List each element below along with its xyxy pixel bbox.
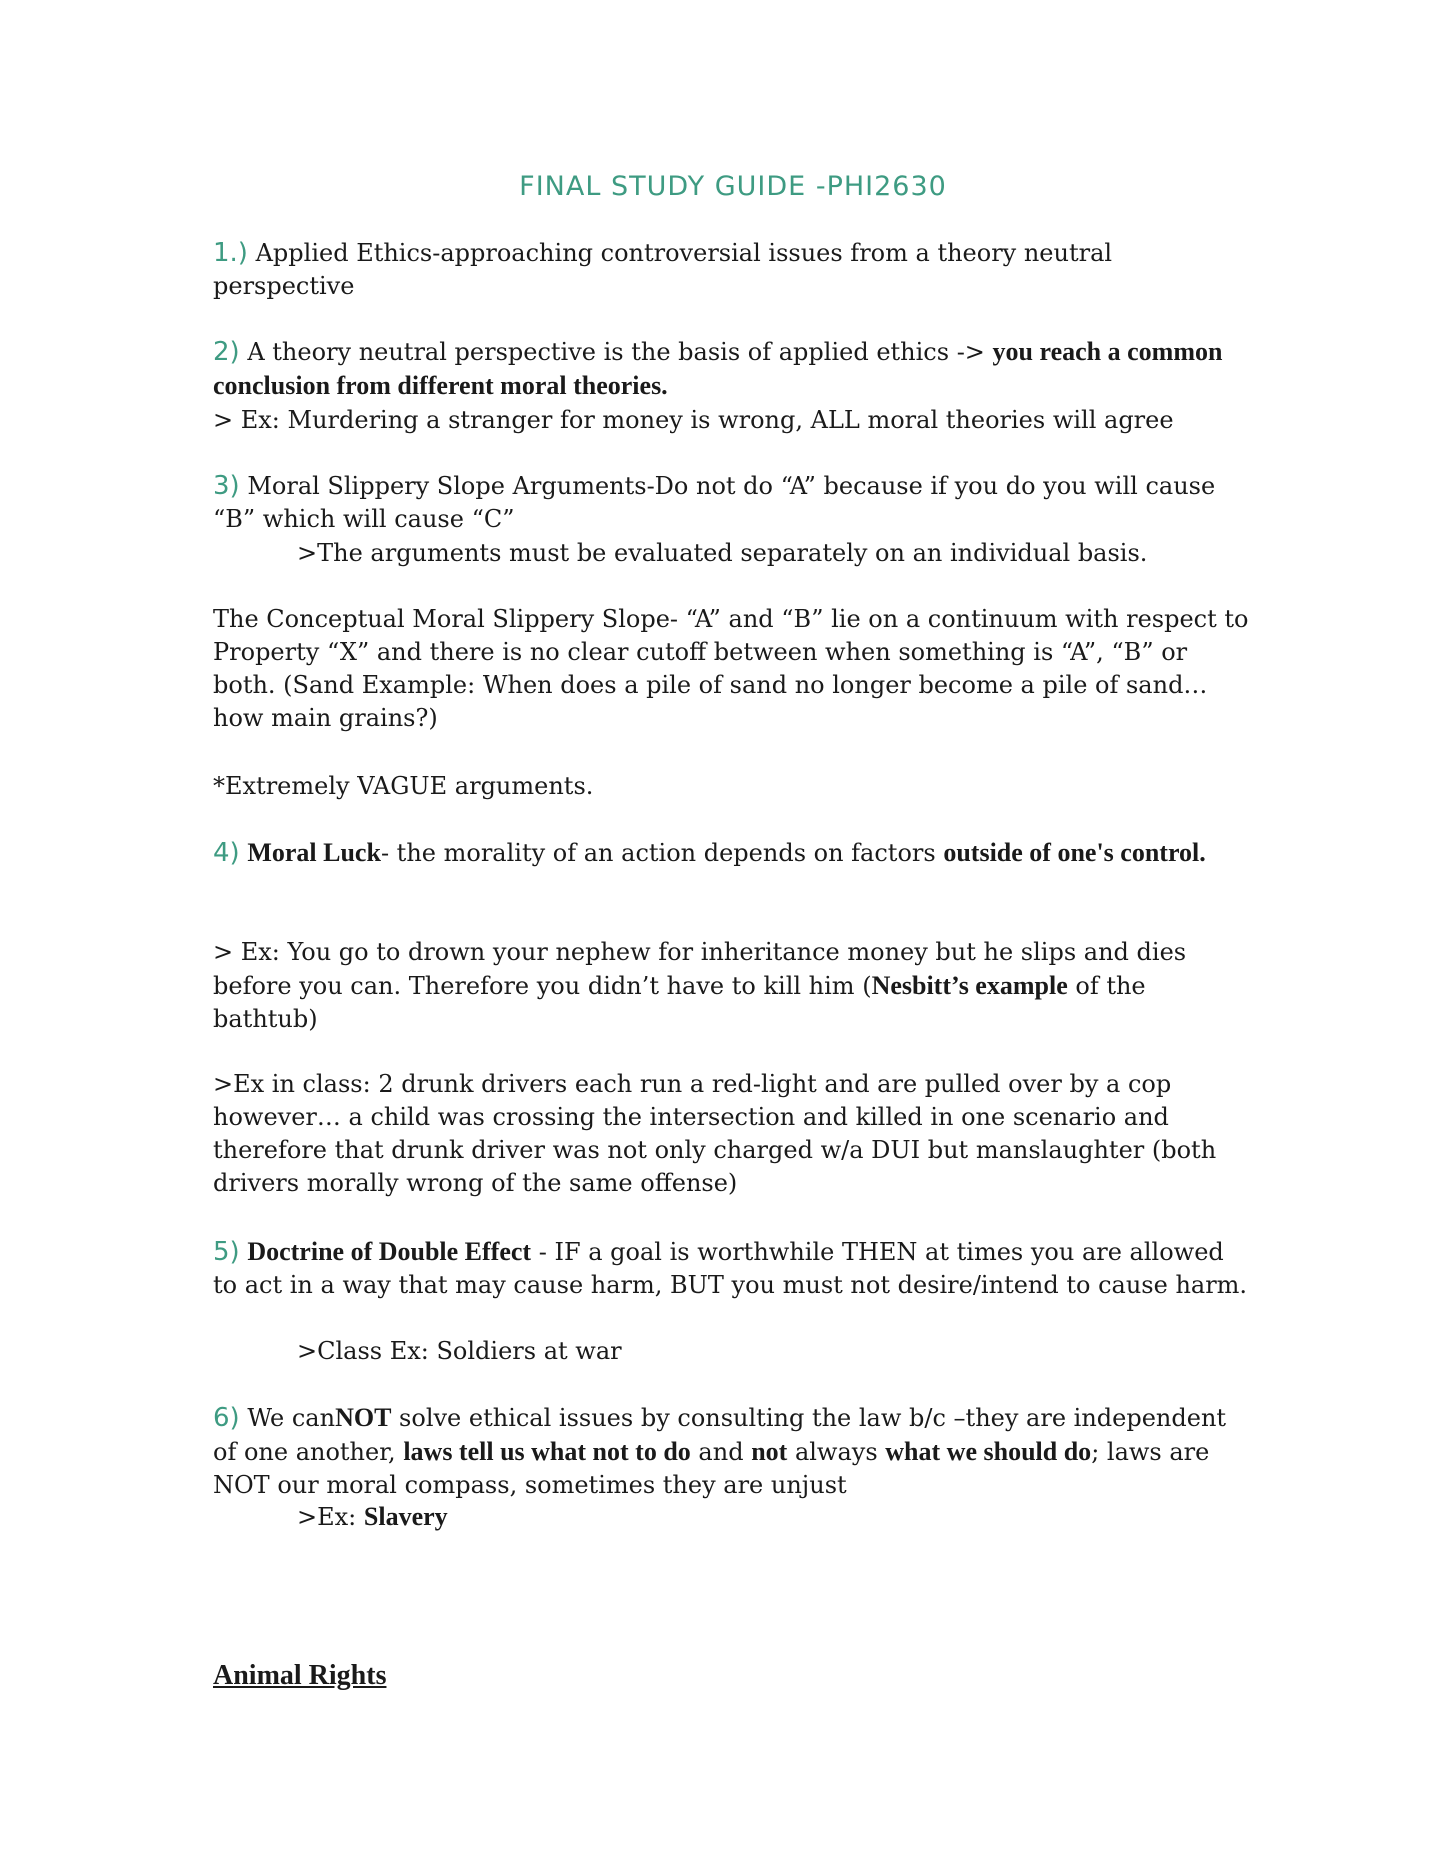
point-bold-text: NOT <box>335 1403 392 1432</box>
point-number: 3) <box>213 471 240 501</box>
point-text: and <box>690 1438 752 1466</box>
point-text: We can <box>239 1404 336 1432</box>
point-4-example-2: >Ex in class: 2 drunk drivers each run a red-light and are pulled over by a cop however… a child was crossing the intersection and killed in one scenario and therefore that drunk driver was not only charged w/a DUI but manslaughter (both drivers morally wrong of the same offense) <box>213 1070 1217 1197</box>
point-3-sub: >The arguments must be evaluated separately on an individual basis. <box>297 539 1148 567</box>
point-6 <box>213 1401 1253 1502</box>
example-bold-text: Slavery <box>363 1502 448 1531</box>
document-page <box>213 0 1253 1872</box>
point-number: 6) <box>213 1403 240 1433</box>
point-text: solve ethical issues by consulting the law b/c –they are independent of one another, <box>213 1404 1227 1466</box>
point-bold-text: outside of one's control. <box>943 838 1206 867</box>
point-bold-text: laws tell us what not to do <box>403 1437 691 1466</box>
point-bold-text: you reach a common conclusion from different moral theories. <box>213 337 1223 400</box>
point-4-example-1 <box>213 936 1253 1036</box>
point-1 <box>213 237 1253 303</box>
point-4 <box>213 836 1253 870</box>
point-bold-text: what we should do <box>885 1437 1092 1466</box>
point-text: A theory neutral perspective is the basis of applied ethics -> <box>239 338 993 366</box>
point-text: - IF a goal is worthwhile THEN at times you are allowed to act in a way that may cause harm, BUT you must not desire/intend to cause harm. <box>213 1238 1248 1299</box>
point-text: - the morality of an action depends on factors <box>380 839 944 867</box>
example-bold-text: Nesbitt’s example <box>871 971 1068 1000</box>
example-text: > Ex: You go to drown your nephew for inheritance money but he slips and dies before you can. Therefore you didn’t have to kill him ( <box>213 938 1187 1000</box>
point-6-sub <box>213 1500 1337 1534</box>
point-text: always <box>787 1438 886 1466</box>
point-bold-text: Moral Luck <box>247 838 381 867</box>
point-number: 1.) <box>213 238 248 268</box>
example-text: >Ex: <box>297 1503 364 1531</box>
point-3 <box>213 470 1253 536</box>
conceptual-slope-paragraph: The Conceptual Moral Slippery Slope- “A” and “B” lie on a continuum with respect to Property “X” and there is no clear cutoff between when something is “A”, “B” or both. (Sand Example: When does a pile of sand no longer become a pile of sand… how main grains?) <box>213 605 1249 732</box>
section-heading: Animal Rights <box>213 1660 387 1691</box>
point-5 <box>213 1235 1253 1302</box>
point-number: 2) <box>213 337 240 367</box>
point-number: 4) <box>213 838 240 868</box>
point-bold-text: not <box>751 1437 788 1466</box>
example-text: of the bathtub) <box>213 972 1146 1033</box>
point-text: Applied Ethics-approaching controversial issues from a theory neutral perspective <box>213 239 1113 300</box>
vague-note: *Extremely VAGUE arguments. <box>213 772 594 800</box>
point-text: Moral Slippery Slope Arguments-Do not do “A” because if you do you will cause “B” which will cause “C” <box>213 472 1216 533</box>
point-5-sub: >Class Ex: Soldiers at war <box>297 1337 622 1365</box>
document-title: FINAL STUDY GUIDE -PHI2630 <box>519 171 947 202</box>
point-bold-text: Doctrine of Double Effect <box>247 1237 532 1266</box>
point-2 <box>213 335 1253 403</box>
point-number: 5) <box>213 1237 240 1267</box>
point-text: ; laws are NOT our moral compass, sometimes they are unjust <box>213 1438 1210 1499</box>
point-2-example: > Ex: Murdering a stranger for money is wrong, ALL moral theories will agree <box>213 406 1174 434</box>
